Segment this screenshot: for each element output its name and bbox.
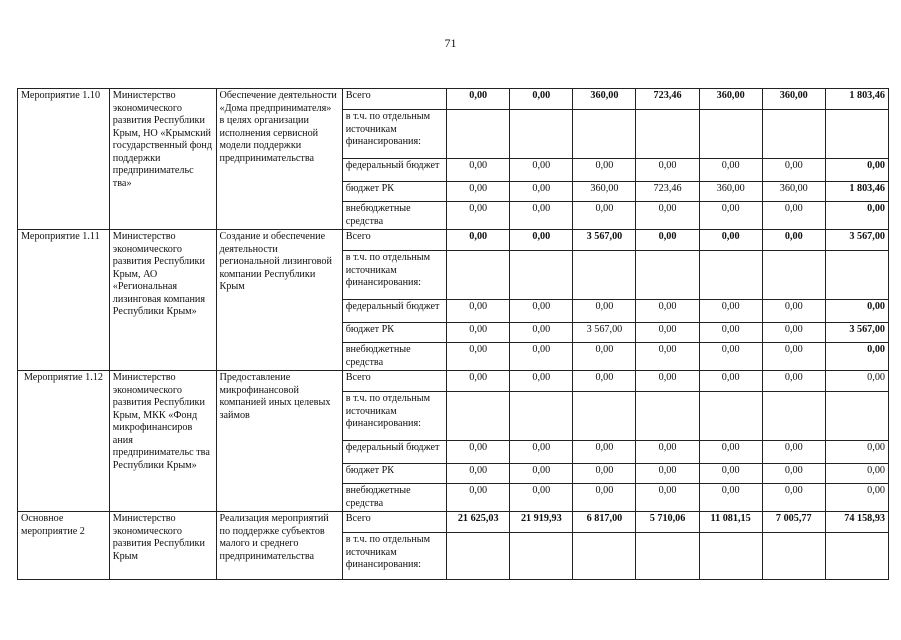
funding-source-cell: федеральный бюджет: [342, 159, 446, 182]
amount-cell: 0,00: [762, 300, 825, 323]
amount-cell: 3 567,00: [573, 230, 636, 251]
amount-cell: 723,46: [636, 89, 699, 110]
measure-name-cell: Мероприятие 1.11: [18, 230, 110, 371]
amount-cell: 0,00: [699, 441, 762, 464]
executor-cell: Министерство экономического развития Республики Крым, НО «Крымский государственный фонд поддержки предпринимательс тва»: [109, 89, 216, 230]
amount-cell: 0,00: [636, 343, 699, 371]
measure-name-cell: Мероприятие 1.12: [18, 371, 110, 512]
amount-cell: 5 710,06: [636, 512, 699, 533]
amount-cell: 0,00: [825, 343, 888, 371]
amount-cell: 0,00: [762, 323, 825, 343]
funding-source-cell: внебюджетные средства: [342, 202, 446, 230]
amount-cell: 0,00: [510, 371, 573, 392]
funding-source-cell: внебюджетные средства: [342, 484, 446, 512]
amount-cell: 0,00: [573, 202, 636, 230]
amount-cell: 0,00: [447, 371, 510, 392]
amount-cell: 723,46: [636, 182, 699, 202]
amount-cell: 0,00: [510, 464, 573, 484]
funding-source-cell: в т.ч. по отдельным источникам финансирования:: [342, 110, 446, 159]
amount-cell: [636, 110, 699, 159]
amount-cell: 0,00: [573, 343, 636, 371]
amount-cell: 0,00: [447, 323, 510, 343]
amount-cell: [447, 533, 510, 580]
table-row: [18, 89, 889, 110]
amount-cell: 0,00: [636, 371, 699, 392]
amount-cell: [825, 392, 888, 441]
amount-cell: 0,00: [762, 159, 825, 182]
amount-cell: 0,00: [510, 89, 573, 110]
amount-cell: 0,00: [510, 202, 573, 230]
amount-cell: 0,00: [636, 464, 699, 484]
measure-name-cell: Мероприятие 1.10: [18, 89, 110, 230]
amount-cell: 0,00: [699, 159, 762, 182]
amount-cell: 11 081,15: [699, 512, 762, 533]
amount-cell: [447, 392, 510, 441]
amount-cell: 0,00: [825, 159, 888, 182]
amount-cell: 0,00: [699, 323, 762, 343]
amount-cell: 0,00: [636, 230, 699, 251]
amount-cell: 0,00: [636, 159, 699, 182]
amount-cell: 0,00: [762, 343, 825, 371]
amount-cell: [699, 392, 762, 441]
funding-source-cell: Всего: [342, 371, 446, 392]
funding-source-cell: бюджет РК: [342, 464, 446, 484]
amount-cell: [699, 110, 762, 159]
amount-cell: 1 803,46: [825, 89, 888, 110]
amount-cell: 0,00: [447, 464, 510, 484]
description-cell: Обеспечение деятельности «Дома предпринимателя» в целях организации исполнения сервисной модели поддержки предпринимательства: [216, 89, 342, 230]
amount-cell: 0,00: [573, 159, 636, 182]
funding-source-cell: Всего: [342, 89, 446, 110]
amount-cell: 0,00: [825, 441, 888, 464]
amount-cell: 360,00: [762, 89, 825, 110]
amount-cell: 0,00: [573, 300, 636, 323]
amount-cell: 360,00: [573, 182, 636, 202]
funding-source-cell: бюджет РК: [342, 182, 446, 202]
amount-cell: 21 625,03: [447, 512, 510, 533]
amount-cell: 0,00: [447, 89, 510, 110]
amount-cell: 0,00: [636, 323, 699, 343]
amount-cell: 3 567,00: [573, 323, 636, 343]
amount-cell: 0,00: [699, 230, 762, 251]
executor-cell: Министерство экономического развития Республики Крым, АО «Региональная лизинговая компания Республики Крым»: [109, 230, 216, 371]
description-cell: Реализация мероприятий по поддержке субъектов малого и среднего предпринимательства: [216, 512, 342, 580]
amount-cell: 0,00: [510, 182, 573, 202]
funding-source-cell: внебюджетные средства: [342, 343, 446, 371]
amount-cell: [762, 251, 825, 300]
amount-cell: [762, 533, 825, 580]
funding-source-cell: федеральный бюджет: [342, 300, 446, 323]
amount-cell: 7 005,77: [762, 512, 825, 533]
amount-cell: 0,00: [636, 441, 699, 464]
amount-cell: [510, 392, 573, 441]
amount-cell: 0,00: [447, 159, 510, 182]
amount-cell: [825, 533, 888, 580]
amount-cell: 0,00: [510, 323, 573, 343]
amount-cell: [825, 110, 888, 159]
amount-cell: 0,00: [699, 371, 762, 392]
amount-cell: 0,00: [573, 371, 636, 392]
amount-cell: 0,00: [573, 464, 636, 484]
amount-cell: 0,00: [447, 202, 510, 230]
amount-cell: 0,00: [825, 371, 888, 392]
amount-cell: [573, 251, 636, 300]
amount-cell: 0,00: [447, 182, 510, 202]
amount-cell: 0,00: [762, 371, 825, 392]
amount-cell: 1 803,46: [825, 182, 888, 202]
funding-source-cell: Всего: [342, 512, 446, 533]
amount-cell: 0,00: [447, 300, 510, 323]
amount-cell: [699, 251, 762, 300]
funding-source-cell: федеральный бюджет: [342, 441, 446, 464]
amount-cell: 0,00: [825, 202, 888, 230]
amount-cell: [510, 533, 573, 580]
amount-cell: [573, 392, 636, 441]
amount-cell: [699, 533, 762, 580]
amount-cell: 3 567,00: [825, 323, 888, 343]
executor-cell: Министерство экономического развития Республики Крым: [109, 512, 216, 580]
amount-cell: 0,00: [447, 343, 510, 371]
amount-cell: [636, 392, 699, 441]
amount-cell: 0,00: [762, 484, 825, 512]
amount-cell: [762, 392, 825, 441]
amount-cell: [510, 110, 573, 159]
amount-cell: 0,00: [699, 484, 762, 512]
table-row: [18, 230, 889, 251]
funding-source-cell: в т.ч. по отдельным источникам финансирования:: [342, 533, 446, 580]
amount-cell: [510, 251, 573, 300]
amount-cell: 0,00: [573, 441, 636, 464]
table-row: [18, 371, 889, 392]
amount-cell: 3 567,00: [825, 230, 888, 251]
amount-cell: 0,00: [510, 441, 573, 464]
amount-cell: [447, 110, 510, 159]
amount-cell: [573, 533, 636, 580]
amount-cell: 0,00: [510, 230, 573, 251]
amount-cell: 0,00: [510, 300, 573, 323]
amount-cell: [573, 110, 636, 159]
amount-cell: [636, 533, 699, 580]
amount-cell: 0,00: [699, 300, 762, 323]
amount-cell: 0,00: [510, 343, 573, 371]
funding-source-cell: Всего: [342, 230, 446, 251]
amount-cell: 0,00: [510, 159, 573, 182]
measure-name-cell: Основное мероприятие 2: [18, 512, 110, 580]
amount-cell: 0,00: [447, 484, 510, 512]
amount-cell: 0,00: [825, 464, 888, 484]
amount-cell: 360,00: [762, 182, 825, 202]
amount-cell: 0,00: [573, 484, 636, 512]
amount-cell: 0,00: [762, 230, 825, 251]
amount-cell: 0,00: [636, 484, 699, 512]
amount-cell: 360,00: [699, 89, 762, 110]
amount-cell: 0,00: [699, 202, 762, 230]
description-cell: Создание и обеспечение деятельности региональной лизинговой компании Республики Крым: [216, 230, 342, 371]
amount-cell: 0,00: [447, 230, 510, 251]
amount-cell: [762, 110, 825, 159]
amount-cell: 0,00: [762, 202, 825, 230]
amount-cell: 0,00: [447, 441, 510, 464]
page-number: 71: [444, 36, 457, 50]
amount-cell: 360,00: [699, 182, 762, 202]
amount-cell: [447, 251, 510, 300]
amount-cell: [825, 251, 888, 300]
funding-source-cell: в т.ч. по отдельным источникам финансирования:: [342, 251, 446, 300]
amount-cell: 6 817,00: [573, 512, 636, 533]
amount-cell: 0,00: [699, 464, 762, 484]
amount-cell: 0,00: [699, 343, 762, 371]
amount-cell: 0,00: [636, 300, 699, 323]
amount-cell: 74 158,93: [825, 512, 888, 533]
table-row: [18, 512, 889, 533]
budget-table: [17, 88, 889, 580]
amount-cell: [636, 251, 699, 300]
amount-cell: 0,00: [825, 300, 888, 323]
amount-cell: 0,00: [510, 484, 573, 512]
amount-cell: 0,00: [825, 484, 888, 512]
amount-cell: 0,00: [636, 202, 699, 230]
amount-cell: 21 919,93: [510, 512, 573, 533]
amount-cell: 0,00: [762, 441, 825, 464]
funding-source-cell: в т.ч. по отдельным источникам финансирования:: [342, 392, 446, 441]
executor-cell: Министерство экономического развития Республики Крым, МКК «Фонд микрофинансиров ания предпринимательс тва Республики Крым»: [109, 371, 216, 512]
amount-cell: 0,00: [762, 464, 825, 484]
description-cell: Предоставление микрофинансовой компанией иных целевых займов: [216, 371, 342, 512]
funding-source-cell: бюджет РК: [342, 323, 446, 343]
amount-cell: 360,00: [573, 89, 636, 110]
